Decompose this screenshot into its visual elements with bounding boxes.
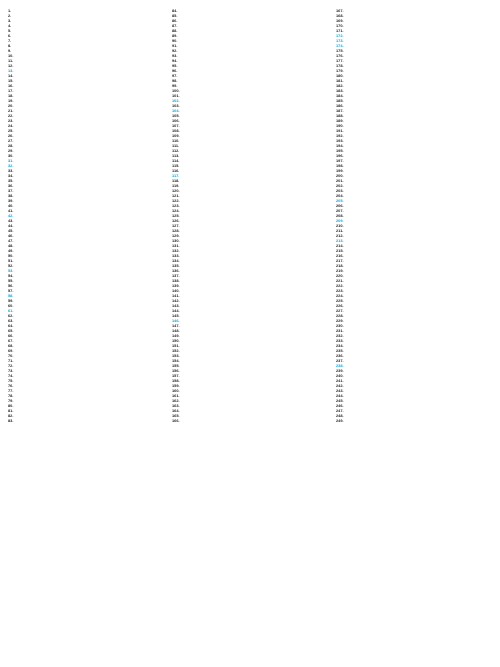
entry-number: 227. <box>336 308 344 313</box>
entry-number: 234. <box>336 343 344 348</box>
entry-number: 165. <box>172 413 180 418</box>
entry-number: 184. <box>336 93 344 98</box>
entry-number: 208. <box>336 213 344 218</box>
entry-number: 35. <box>8 178 14 183</box>
entry-number: 133. <box>172 253 180 258</box>
entry-number: 160. <box>172 388 180 393</box>
entry-number: 145. <box>172 313 180 318</box>
entry-number: 60. <box>8 303 14 308</box>
entry-number: 167. <box>336 8 344 13</box>
entry-number: 130. <box>172 238 180 243</box>
entry-number: 92. <box>172 48 178 53</box>
entry-number: 66. <box>8 333 14 338</box>
entry-number: 97. <box>172 73 178 78</box>
entry-number: 30. <box>8 153 14 158</box>
entry-number: 16. <box>8 83 14 88</box>
entry-number: 3. <box>8 18 12 23</box>
entry-number: 8. <box>8 43 12 48</box>
entry-number: 136. <box>172 268 180 273</box>
entry-number: 54. <box>8 273 14 278</box>
entry-number: 45. <box>8 228 14 233</box>
entry-number: 203. <box>336 188 344 193</box>
entry-number: 59. <box>8 298 14 303</box>
entry-number: 169. <box>336 18 344 23</box>
entry-number: 44. <box>8 223 14 228</box>
entry-number: 246. <box>336 403 344 408</box>
entry-number: 48. <box>8 243 14 248</box>
entry-number: 244. <box>336 393 344 398</box>
list-item <box>172 418 330 423</box>
entry-number: 148. <box>172 328 180 333</box>
entry-number: 79. <box>8 398 14 403</box>
entry-number: 238. <box>336 363 344 368</box>
entry-number: 151. <box>172 343 180 348</box>
entry-number: 40. <box>8 203 14 208</box>
entry-number: 180. <box>336 73 344 78</box>
entry-number: 55. <box>8 278 14 283</box>
entry-number: 126. <box>172 218 180 223</box>
entry-number: 98. <box>172 78 178 83</box>
entry-number: 120. <box>172 188 180 193</box>
entry-number: 71. <box>8 358 14 363</box>
list-item <box>336 418 494 423</box>
entry-number: 115. <box>172 163 180 168</box>
entry-number: 90. <box>172 38 178 43</box>
entry-number: 146. <box>172 318 180 323</box>
entry-number: 39. <box>8 198 14 203</box>
entry-number: 6. <box>8 33 12 38</box>
entry-number: 221. <box>336 278 344 283</box>
entry-number: 31. <box>8 158 14 163</box>
entry-number: 154. <box>172 358 180 363</box>
entry-number: 9. <box>8 48 12 53</box>
entry-number: 77. <box>8 388 14 393</box>
entry-number: 23. <box>8 118 14 123</box>
entry-number: 2. <box>8 13 12 18</box>
entry-number: 128. <box>172 228 180 233</box>
entry-number: 187. <box>336 108 344 113</box>
entry-number: 12. <box>8 63 14 68</box>
entry-number: 62. <box>8 313 14 318</box>
entry-number: 42. <box>8 213 14 218</box>
entry-number: 41. <box>8 208 14 213</box>
entry-number: 168. <box>336 13 344 18</box>
entry-number: 191. <box>336 128 344 133</box>
entry-number: 137. <box>172 273 180 278</box>
entry-number: 174. <box>336 43 344 48</box>
entry-number: 186. <box>336 103 344 108</box>
entry-number: 43. <box>8 218 14 223</box>
entry-number: 67. <box>8 338 14 343</box>
entry-number: 70. <box>8 353 14 358</box>
entry-number: 215. <box>336 248 344 253</box>
entry-number: 159. <box>172 383 180 388</box>
entry-number: 241. <box>336 378 344 383</box>
entry-number: 25. <box>8 128 14 133</box>
entry-number: 80. <box>8 403 14 408</box>
entry-number: 150. <box>172 338 180 343</box>
entry-number: 103. <box>172 103 180 108</box>
entry-number: 129. <box>172 233 180 238</box>
entry-number: 102. <box>172 98 180 103</box>
entry-number: 182. <box>336 83 344 88</box>
entry-number: 195. <box>336 148 344 153</box>
entry-number: 109. <box>172 133 180 138</box>
entry-number: 87. <box>172 23 178 28</box>
entry-number: 199. <box>336 168 344 173</box>
entry-number: 10. <box>8 53 14 58</box>
entry-number: 143. <box>172 303 180 308</box>
entry-number: 162. <box>172 398 180 403</box>
entry-number: 93. <box>172 53 178 58</box>
entry-number: 189. <box>336 118 344 123</box>
entry-number: 213. <box>336 238 344 243</box>
entry-number: 207. <box>336 208 344 213</box>
entry-number: 51. <box>8 258 14 263</box>
entry-number: 27. <box>8 138 14 143</box>
entry-number: 106. <box>172 118 180 123</box>
entry-number: 243. <box>336 388 344 393</box>
entry-number: 116. <box>172 168 180 173</box>
entry-number: 132. <box>172 248 180 253</box>
entry-number: 50. <box>8 253 14 258</box>
entry-number: 33. <box>8 168 14 173</box>
entry-number: 37. <box>8 188 14 193</box>
entry-number: 139. <box>172 283 180 288</box>
entry-number: 173. <box>336 38 344 43</box>
entry-text <box>187 418 330 423</box>
entry-number: 198. <box>336 163 344 168</box>
entry-number: 63. <box>8 318 14 323</box>
entry-number: 19. <box>8 98 14 103</box>
entry-number: 164. <box>172 408 180 413</box>
entry-number: 121. <box>172 193 180 198</box>
entry-number: 226. <box>336 303 344 308</box>
entry-number: 190. <box>336 123 344 128</box>
entry-number: 32. <box>8 163 14 168</box>
entry-number: 85. <box>172 13 178 18</box>
entry-number: 211. <box>336 228 344 233</box>
entry-number: 237. <box>336 358 344 363</box>
entry-number: 113. <box>172 153 180 158</box>
entry-number: 248. <box>336 413 344 418</box>
entry-number: 240. <box>336 373 344 378</box>
entry-number: 58. <box>8 293 14 298</box>
entry-number: 138. <box>172 278 180 283</box>
entry-number: 155. <box>172 363 180 368</box>
entry-number: 181. <box>336 78 344 83</box>
entry-number: 11. <box>8 58 14 63</box>
entry-number: 192. <box>336 133 344 138</box>
entry-number: 7. <box>8 38 12 43</box>
entry-number: 193. <box>336 138 344 143</box>
entry-number: 125. <box>172 213 180 218</box>
entry-number: 161. <box>172 393 180 398</box>
entry-number: 202. <box>336 183 344 188</box>
entry-number: 74. <box>8 373 14 378</box>
entry-number: 127. <box>172 223 180 228</box>
entry-number: 235. <box>336 348 344 353</box>
entry-number: 81. <box>8 408 14 413</box>
entry-number: 172. <box>336 33 344 38</box>
entry-number: 14. <box>8 73 14 78</box>
entry-number: 38. <box>8 193 14 198</box>
entry-number: 196. <box>336 153 344 158</box>
entry-number: 124. <box>172 208 180 213</box>
entry-number: 219. <box>336 268 344 273</box>
entry-number: 245. <box>336 398 344 403</box>
entry-number: 118. <box>172 178 180 183</box>
entry-number: 53. <box>8 268 14 273</box>
entry-number: 209. <box>336 218 344 223</box>
entry-number: 218. <box>336 263 344 268</box>
entry-number: 210. <box>336 223 344 228</box>
entry-number: 223. <box>336 288 344 293</box>
entry-number: 47. <box>8 238 14 243</box>
entry-number: 158. <box>172 378 180 383</box>
entry-number: 233. <box>336 338 344 343</box>
entry-number: 216. <box>336 253 344 258</box>
entry-number: 236. <box>336 353 344 358</box>
entry-number: 28. <box>8 143 14 148</box>
entry-number: 149. <box>172 333 180 338</box>
entry-number: 73. <box>8 368 14 373</box>
entry-number: 163. <box>172 403 180 408</box>
entry-number: 200. <box>336 173 344 178</box>
entry-column <box>8 8 166 659</box>
entry-number: 220. <box>336 273 344 278</box>
entry-number: 166. <box>172 418 180 423</box>
entry-number: 122. <box>172 198 180 203</box>
entry-number: 242. <box>336 383 344 388</box>
entry-number: 21. <box>8 108 14 113</box>
entry-number: 156. <box>172 368 180 373</box>
entry-number: 230. <box>336 323 344 328</box>
entry-number: 78. <box>8 393 14 398</box>
entry-number: 170. <box>336 23 344 28</box>
entry-number: 201. <box>336 178 344 183</box>
entry-number: 4. <box>8 23 12 28</box>
entry-number: 249. <box>336 418 344 423</box>
entry-number: 1. <box>8 8 12 13</box>
entry-number: 229. <box>336 318 344 323</box>
entry-number: 225. <box>336 298 344 303</box>
entry-number: 91. <box>172 43 178 48</box>
entry-number: 197. <box>336 158 344 163</box>
entry-number: 82. <box>8 413 14 418</box>
entry-number: 111. <box>172 143 180 148</box>
entry-number: 177. <box>336 58 344 63</box>
entry-number: 147. <box>172 323 180 328</box>
entry-number: 107. <box>172 123 180 128</box>
entry-number: 228. <box>336 313 344 318</box>
entry-number: 13. <box>8 68 14 73</box>
entry-number: 110. <box>172 138 180 143</box>
entry-column <box>336 8 494 659</box>
entry-number: 247. <box>336 408 344 413</box>
entry-number: 153. <box>172 353 180 358</box>
entry-number: 105. <box>172 113 180 118</box>
entry-number: 231. <box>336 328 344 333</box>
entry-number: 24. <box>8 123 14 128</box>
entry-number: 232. <box>336 333 344 338</box>
entry-number: 96. <box>172 68 178 73</box>
entry-number: 179. <box>336 68 344 73</box>
entry-text <box>351 418 494 423</box>
entry-number: 142. <box>172 298 180 303</box>
entry-number: 69. <box>8 348 14 353</box>
entry-number: 123. <box>172 203 180 208</box>
entry-column <box>172 8 330 659</box>
entry-number: 188. <box>336 113 344 118</box>
entry-number: 95. <box>172 63 178 68</box>
entry-number: 131. <box>172 243 180 248</box>
entry-number: 18. <box>8 93 14 98</box>
entry-number: 20. <box>8 103 14 108</box>
entry-number: 204. <box>336 193 344 198</box>
entry-number: 178. <box>336 63 344 68</box>
entry-number: 119. <box>172 183 180 188</box>
entry-number: 134. <box>172 258 180 263</box>
entry-number: 185. <box>336 98 344 103</box>
entry-number: 108. <box>172 128 180 133</box>
entry-number: 222. <box>336 283 344 288</box>
list-item <box>8 418 166 423</box>
entry-number: 36. <box>8 183 14 188</box>
entry-number: 114. <box>172 158 180 163</box>
entry-number: 52. <box>8 263 14 268</box>
entry-number: 117. <box>172 173 180 178</box>
entry-number: 56. <box>8 283 14 288</box>
entry-number: 22. <box>8 113 14 118</box>
entry-number: 152. <box>172 348 180 353</box>
entry-number: 89. <box>172 33 178 38</box>
entry-number: 5. <box>8 28 12 33</box>
entry-number: 99. <box>172 83 178 88</box>
entry-number: 88. <box>172 28 178 33</box>
entry-number: 104. <box>172 108 180 113</box>
entry-number: 194. <box>336 143 344 148</box>
entry-text <box>23 418 166 423</box>
entry-number: 75. <box>8 378 14 383</box>
entry-number: 17. <box>8 88 14 93</box>
entry-number: 76. <box>8 383 14 388</box>
entry-number: 135. <box>172 263 180 268</box>
entry-number: 171. <box>336 28 344 33</box>
entry-number: 141. <box>172 293 180 298</box>
entry-columns <box>8 8 494 659</box>
entry-number: 101. <box>172 93 180 98</box>
entry-number: 100. <box>172 88 180 93</box>
entry-number: 29. <box>8 148 14 153</box>
entry-number: 65. <box>8 328 14 333</box>
entry-number: 57. <box>8 288 14 293</box>
entry-number: 46. <box>8 233 14 238</box>
entry-number: 86. <box>172 18 178 23</box>
entry-number: 217. <box>336 258 344 263</box>
entry-number: 26. <box>8 133 14 138</box>
entry-number: 94. <box>172 58 178 63</box>
entry-number: 84. <box>172 8 178 13</box>
entry-number: 140. <box>172 288 180 293</box>
entry-number: 183. <box>336 88 344 93</box>
entry-number: 239. <box>336 368 344 373</box>
entry-number: 61. <box>8 308 14 313</box>
entry-number: 157. <box>172 373 180 378</box>
entry-number: 15. <box>8 78 14 83</box>
entry-number: 83. <box>8 418 14 423</box>
entry-number: 68. <box>8 343 14 348</box>
entry-number: 34. <box>8 173 14 178</box>
entry-number: 49. <box>8 248 14 253</box>
entry-number: 212. <box>336 233 344 238</box>
entry-number: 224. <box>336 293 344 298</box>
entry-number: 64. <box>8 323 14 328</box>
entry-number: 112. <box>172 148 180 153</box>
entry-number: 72. <box>8 363 14 368</box>
entry-number: 176. <box>336 53 344 58</box>
entry-number: 205. <box>336 198 344 203</box>
entry-number: 206. <box>336 203 344 208</box>
entry-number: 214. <box>336 243 344 248</box>
entry-number: 175. <box>336 48 344 53</box>
entry-number: 144. <box>172 308 180 313</box>
